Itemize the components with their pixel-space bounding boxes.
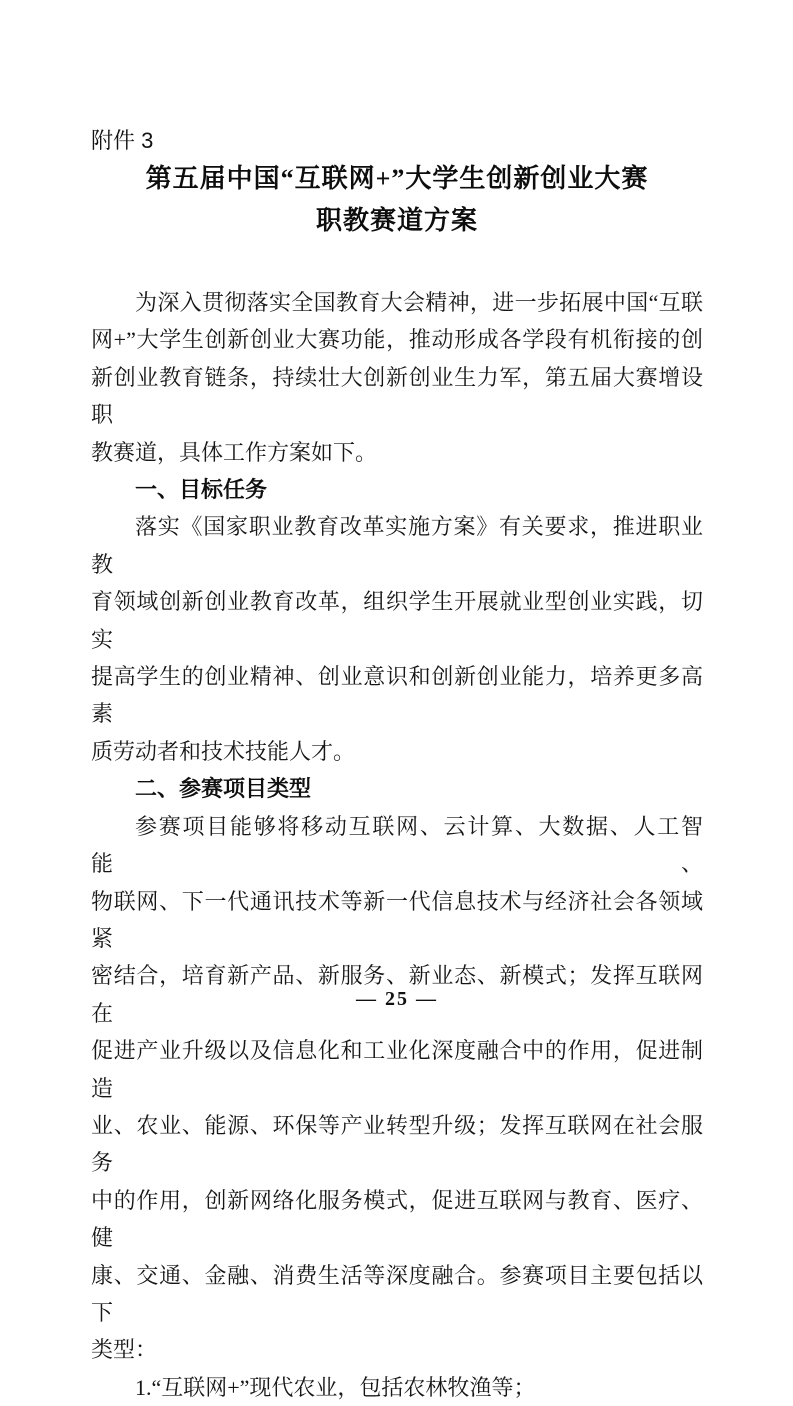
text-line: 参赛项目能够将移动互联网、云计算、大数据、人工智能、 [91, 813, 703, 877]
text-line: 1.“互联网+”现代农业，包括农林牧渔等； [135, 1374, 536, 1400]
text-line: 质劳动者和技术技能人才。 [91, 738, 356, 764]
text-line: 密结合，培育新产品、新服务、新业态、新模式；发挥互联网在 [91, 963, 703, 1026]
section-heading: 二、参赛项目类型 [135, 776, 312, 802]
text-line: 促进产业升级以及信息化和工业化深度融合中的作用，促进制造 [91, 1038, 703, 1101]
page-number: — 25 — [356, 988, 438, 1010]
text-line: 类型： [91, 1337, 158, 1363]
document-body [91, 284, 703, 1406]
text-line: 落实《国家职业教育改革实施方案》有关要求，推进职业教 [91, 514, 703, 577]
document-title-line-2: 职教赛道方案 [315, 206, 478, 235]
document-title-line-1: 第五届中国“互联网+”大学生创新创业大赛 [145, 164, 649, 193]
text-line: 网+”大学生创新创业大赛功能，推动形成各学段有机衔接的创 [91, 327, 703, 353]
text-line: 康、交通、金融、消费生活等深度融合。参赛项目主要包括以下 [91, 1262, 703, 1325]
text-line: 物联网、下一代通讯技术等新一代信息技术与经济社会各领域紧 [91, 888, 703, 951]
paragraph [91, 508, 703, 770]
paragraph [91, 808, 703, 1369]
paragraph [91, 284, 703, 471]
text-line: 教赛道，具体工作方案如下。 [91, 439, 378, 465]
text-line: 中的作用，创新网络化服务模式，促进互联网与教育、医疗、健 [91, 1187, 703, 1251]
list-item [91, 1369, 703, 1406]
text-line: 为深入贯彻落实全国教育大会精神，进一步拓展中国“互联 [135, 290, 703, 315]
text-line: 提高学生的创业精神、创业意识和创新创业能力，培养更多高素 [91, 664, 703, 727]
section-heading: 一、目标任务 [135, 477, 268, 503]
text-line: 业、农业、能源、环保等产业转型升级；发挥互联网在社会服务 [91, 1112, 703, 1176]
text-line: 育领域创新创业教育改革，组织学生开展就业型创业实践，切实 [91, 589, 703, 652]
text-line: 新创业教育链条，持续壮大创新创业生力军，第五届大赛增设职 [91, 364, 703, 428]
document-title [91, 158, 703, 242]
attachment-label: 附件 3 [91, 128, 154, 153]
